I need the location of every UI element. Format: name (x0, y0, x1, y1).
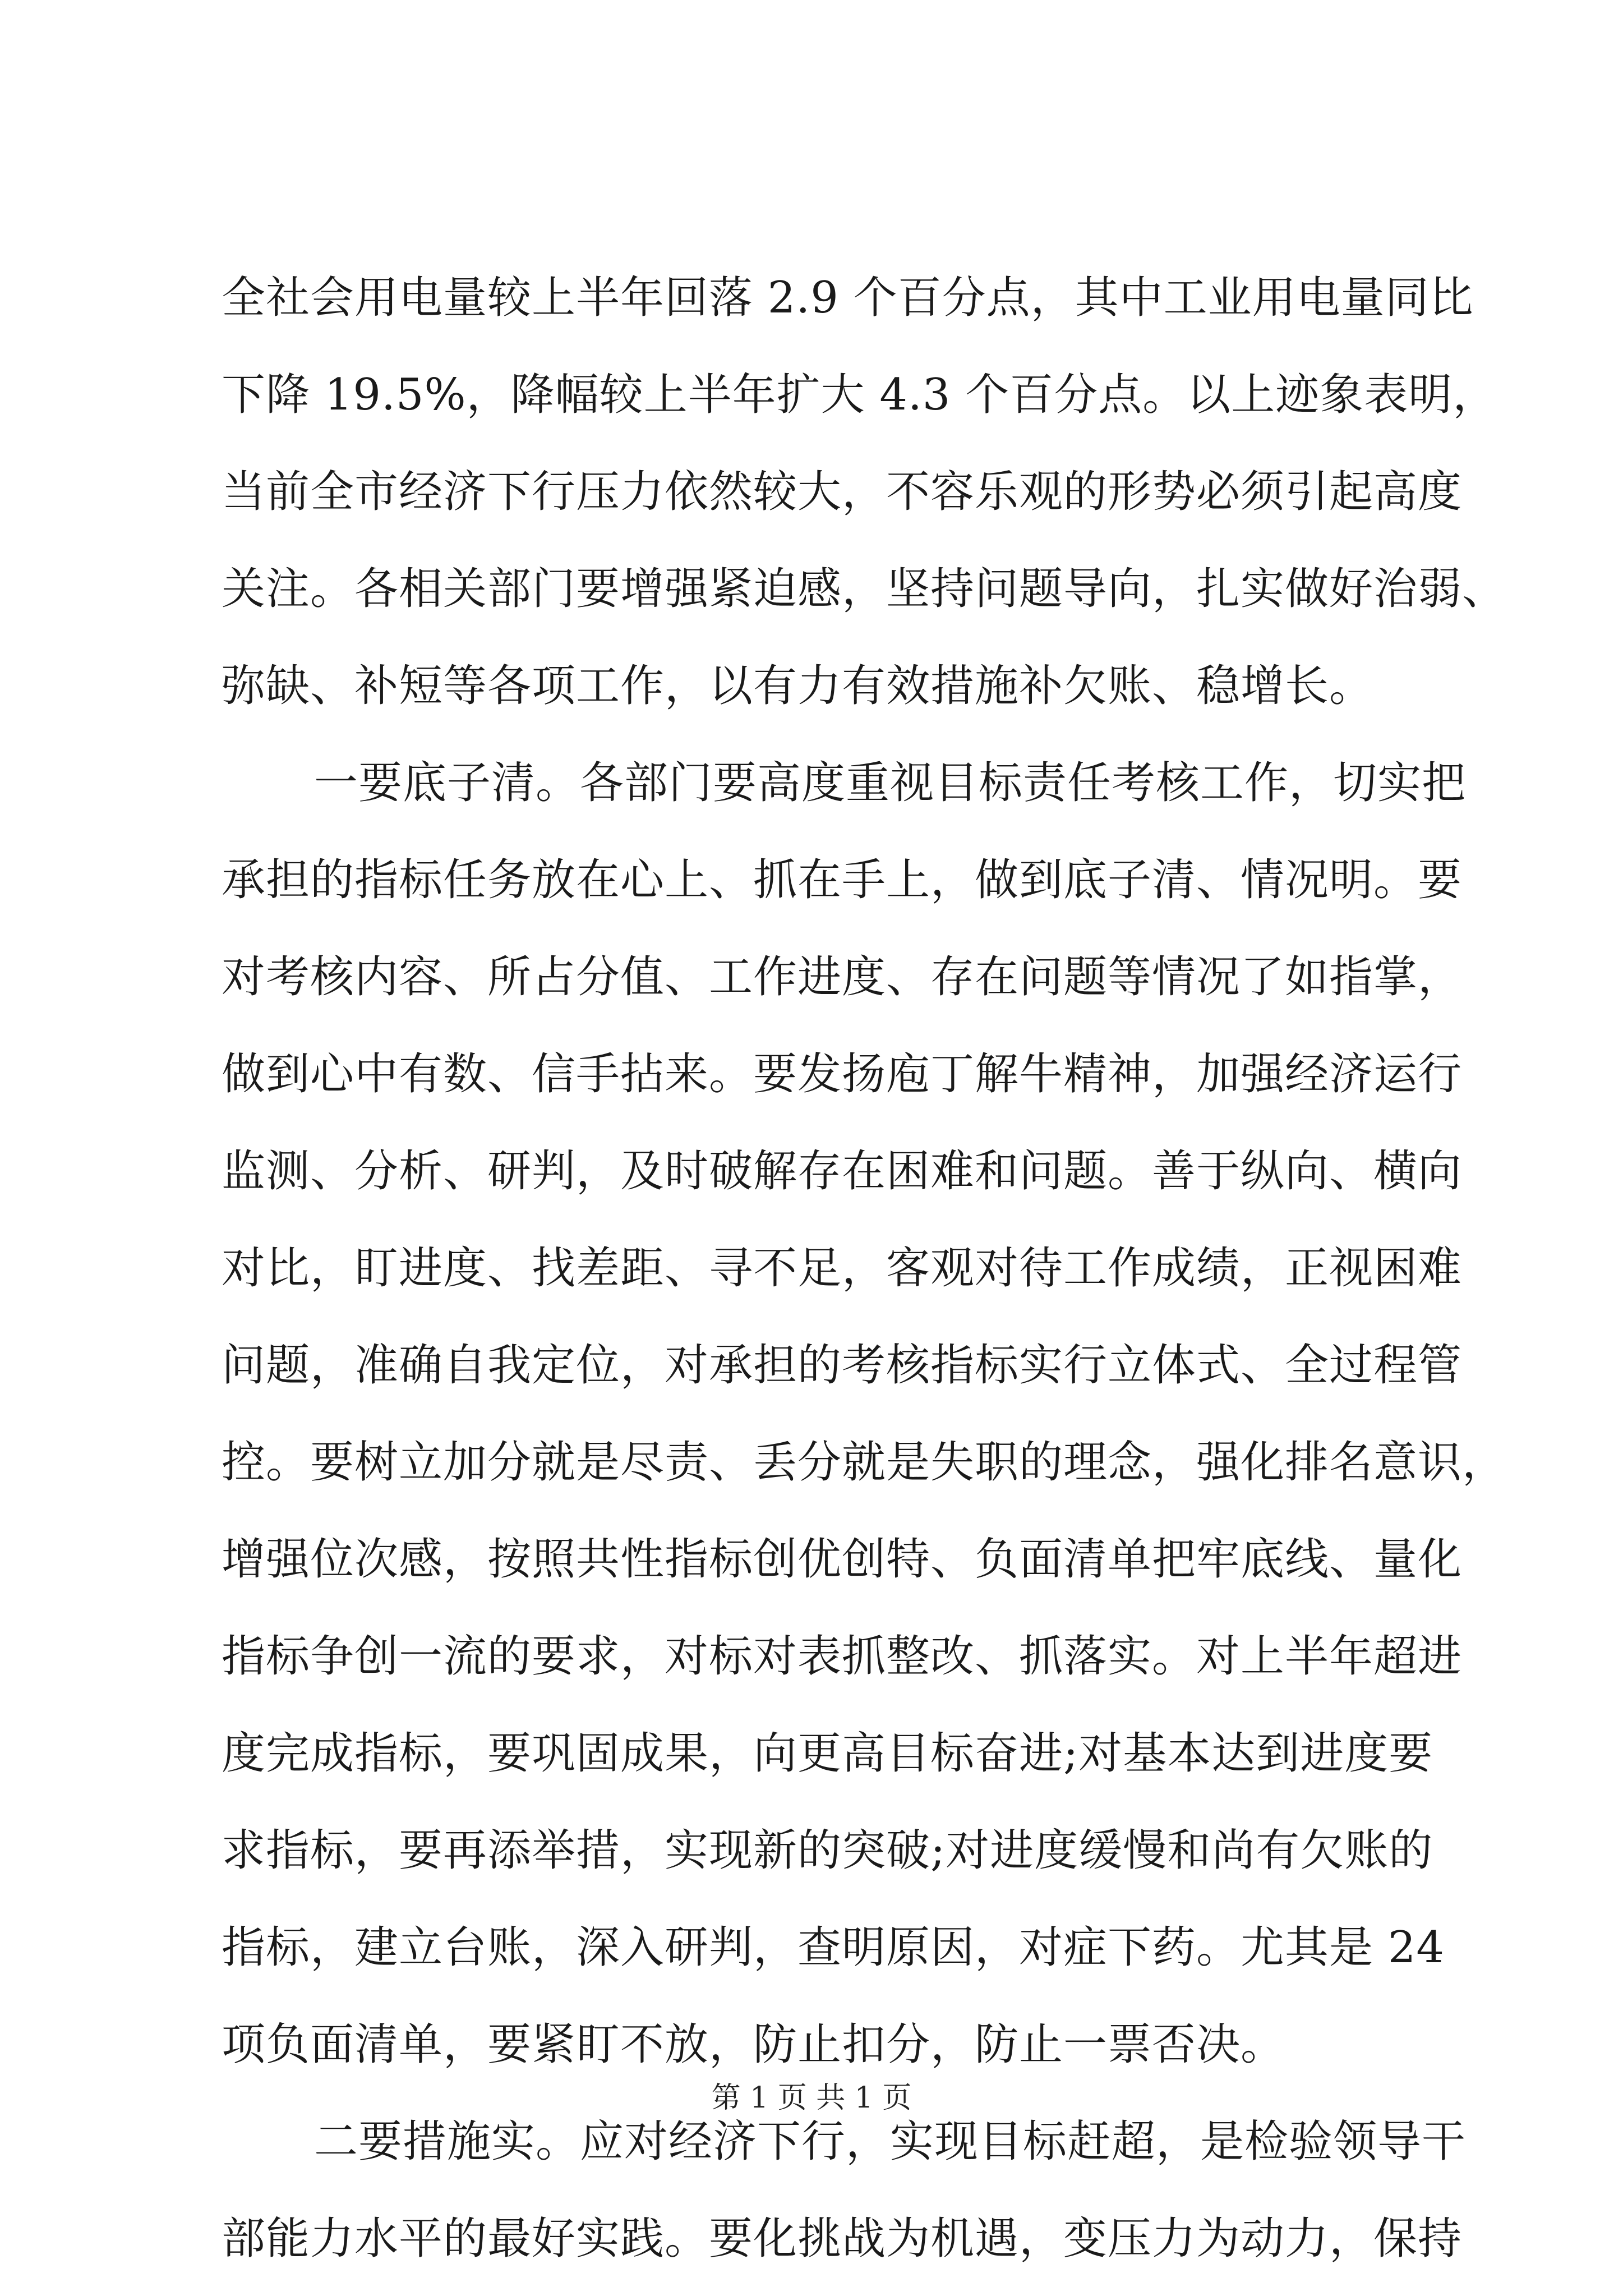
text-line: 下降 19.5%，降幅较上半年扩大 4.3 个百分点。以上迹象表明， (222, 370, 1497, 420)
text-line: 增强位次感，按照共性指标创优创特、负面清单把牢底线、量化 (222, 1534, 1463, 1585)
text-line: 对考核内容、所占分值、工作进度、存在问题等情况了如指掌， (222, 952, 1463, 1002)
text-line: 求指标，要再添举措，实现新的突破;对进度缓慢和尚有欠账的 (222, 1825, 1433, 1876)
text-line: 指标争创一流的要求，对标对表抓整改、抓落实。对上半年超进 (222, 1631, 1463, 1682)
paragraph-start-line: 二要措施实。应对经济下行，实现目标赶超，是检验领导干 (314, 2116, 1467, 2167)
text-line: 指标，建立台账，深入研判，查明原因，对症下药。尤其是 24 (222, 1922, 1445, 1973)
text-line: 当前全市经济下行压力依然较大，不容乐观的形势必须引起高度 (222, 467, 1463, 517)
text-line: 度完成指标，要巩固成果，向更高目标奋进;对基本达到进度要 (222, 1728, 1433, 1779)
text-line: 关注。各相关部门要增强紧迫感，坚持问题导向，扎实做好治弱、 (222, 564, 1507, 614)
text-line: 承担的指标任务放在心上、抓在手上，做到底子清、情况明。要 (222, 855, 1463, 905)
text-line: 监测、分析、研判，及时破解存在困难和问题。善于纵向、横向 (222, 1146, 1463, 1197)
text-line: 做到心中有数、信手拈来。要发扬庖丁解牛精神，加强经济运行 (222, 1049, 1463, 1099)
text-line: 全社会用电量较上半年回落 2.9 个百分点，其中工业用电量同比 (222, 273, 1474, 323)
paragraph-start-line: 一要底子清。各部门要高度重视目标责任考核工作，切实把 (314, 758, 1467, 808)
text-line: 项负面清单，要紧盯不放，防止扣分，防止一票否决。 (222, 2019, 1285, 2070)
text-line: 对比，盯进度、找差距、寻不足，客观对待工作成绩，正视困难 (222, 1243, 1463, 1294)
text-line: 问题，准确自我定位，对承担的考核指标实行立体式、全过程管 (222, 1340, 1463, 1391)
text-line: 弥缺、补短等各项工作，以有力有效措施补欠账、稳增长。 (222, 661, 1374, 711)
page-footer: 第 1 页 共 1 页 (711, 2081, 912, 2115)
body-text (222, 250, 1507, 2288)
text-line: 控。要树立加分就是尽责、丢分就是失职的理念，强化排名意识， (222, 1437, 1507, 1488)
text-line: 部能力水平的最好实践。要化挑战为机遇，变压力为动力，保持 (222, 2214, 1463, 2264)
